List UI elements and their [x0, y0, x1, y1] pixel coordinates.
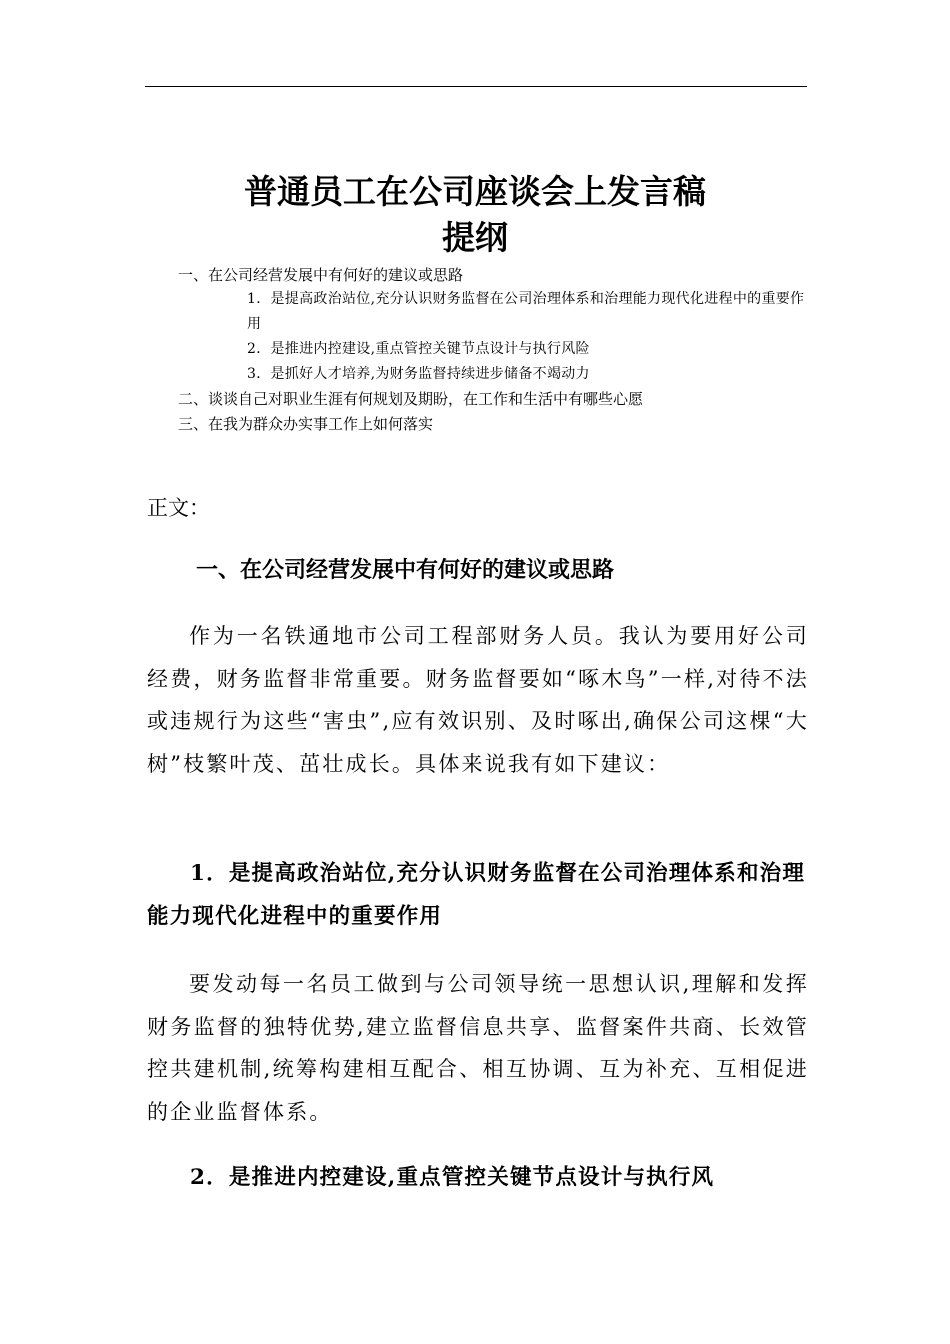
outline-subitem-1: 1．是提高政治站位,充分认识财务监督在公司治理体系和治理能力现代化进程中的重要作用 — [247, 291, 805, 332]
subheading-1: 1．是提高政治站位,充分认识财务监督在公司治理体系和治理能力现代化进程中的重要作用 — [147, 861, 806, 929]
subheading-2: 2．是推进内控建设,重点管控关键节点设计与执行风 — [190, 1165, 715, 1190]
section-heading-1: 一、在公司经营发展中有何好的建议或思路 — [196, 558, 615, 583]
paragraph-2: 要发动每一名员工做到与公司领导统一思想认识,理解和发挥财务监督的独特优势,建立监督信息共享、监督案件共商、长效管控共建机制,统筹构建相互配合、相互协调、互为补充、互相促进的企业监督体系。 — [147, 972, 809, 1124]
outline-subitem-3: 3．是抓好人才培养,为财务监督持续进步储备不竭动力 — [247, 366, 590, 382]
outline-item-2: 二、谈谈自己对职业生涯有何规划及期盼，在工作和生活中有哪些心愿 — [178, 390, 644, 408]
paragraph-1: 作为一名铁通地市公司工程部财务人员。我认为要用好公司经费，财务监督非常重要。财务监督要如“啄木鸟”一样,对待不法或违规行为这些“害虫”,应有效识别、及时啄出,确保公司这棵“大树”枝繁叶茂、茁壮成长。具体来说我有如下建议： — [147, 624, 809, 776]
outline-item-1: 一、在公司经营发展中有何好的建议或思路 — [178, 266, 464, 284]
body-label: 正文： — [147, 496, 210, 520]
document-title: 普通员工在公司座谈会上发言稿 — [244, 172, 706, 211]
document-subtitle: 提纲 — [442, 218, 508, 257]
header-rule — [145, 86, 807, 87]
outline-subitem-2: 2．是推进内控建设,重点管控关键节点设计与执行风险 — [247, 341, 590, 357]
outline-item-3: 三、在我为群众办实事工作上如何落实 — [178, 415, 434, 433]
